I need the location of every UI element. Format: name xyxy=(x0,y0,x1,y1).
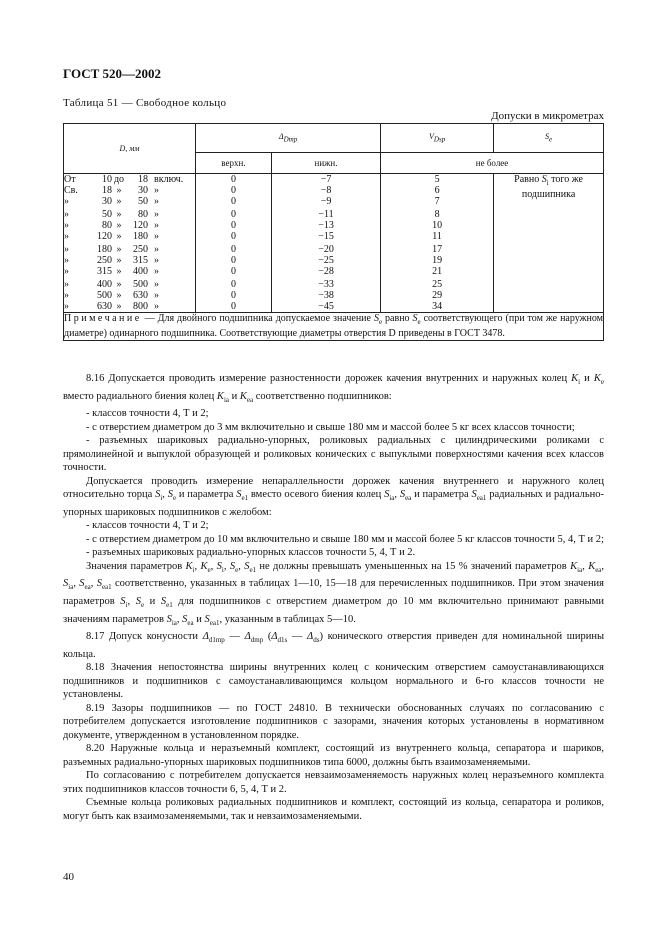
range-part: включ. xyxy=(154,174,184,185)
range-part: » xyxy=(154,231,159,242)
range-part: до xyxy=(113,174,125,185)
v-values xyxy=(381,174,494,313)
range-part: 400 xyxy=(97,279,112,290)
range-part: Св. xyxy=(64,185,78,196)
v-value: 8 xyxy=(434,209,440,220)
range-part: 500 xyxy=(133,279,148,290)
body-paragraph: - разъемных шариковых радиально-упорных, роликовых радиальных с цилиндрическими роликами с прямолинейной и выпуклой образующей и роликовых конических с выпуклыми поверхностями качения всех классов точности. xyxy=(63,435,604,474)
col-header-s: $S_e$ xyxy=(494,124,604,153)
body-paragraph: Допускается проводить измерение непараллельности дорожек качения внутреннего и наружного колец относительно торца $S_i$, $S_e$ и параметра $S_{e1}$ вместо осевого биения колец $S_{ia}$, $S_{ea}$ и параметра $S_{ea1}$ радиальных и радиально-упорных шариковых подшипников с желобом: xyxy=(63,475,605,518)
upper-value: 0 xyxy=(230,255,236,266)
diameter-range-row xyxy=(64,301,195,312)
subheader-max: не более xyxy=(381,153,604,174)
v-value: 25 xyxy=(432,279,443,290)
lower-value: −13 xyxy=(318,220,334,231)
range-part: 250 xyxy=(133,244,148,255)
subheader-lower: нижн. xyxy=(271,153,380,174)
upper-value: 0 xyxy=(230,279,236,290)
diameter-range-row xyxy=(64,266,195,277)
col-header-delta: $\Delta_{Dmp}$ xyxy=(195,124,380,153)
range-part: » xyxy=(64,290,69,301)
range-part: 800 xyxy=(133,301,148,312)
lower-value: −11 xyxy=(318,209,334,220)
col-header-v: $V_{Dsp}$ xyxy=(381,124,494,153)
range-part: 630 xyxy=(133,290,148,301)
range-part: » xyxy=(154,209,159,220)
range-part: » xyxy=(116,255,122,266)
v-value: 6 xyxy=(434,185,440,196)
diameter-range-row xyxy=(64,220,195,231)
body-paragraph: - разъемных шариковых радиально-упорных классов точности 5, 4, Т и 2. xyxy=(86,547,416,559)
upper-value: 0 xyxy=(230,220,236,231)
lower-value: −20 xyxy=(318,244,334,255)
tolerance-table xyxy=(63,123,604,341)
col-header-d: D, мм xyxy=(64,124,196,174)
range-part: 315 xyxy=(133,255,148,266)
range-part: » xyxy=(116,290,122,301)
lower-value: −33 xyxy=(318,279,334,290)
range-part: 18 xyxy=(102,185,112,196)
subheader-upper: верхн. xyxy=(195,153,271,174)
diameter-range-row xyxy=(64,196,195,207)
table-note xyxy=(64,313,604,341)
range-part: » xyxy=(116,231,122,242)
s-value: Равно $S_i$ того же подшипника xyxy=(514,174,583,200)
lower-value: −8 xyxy=(320,185,332,196)
range-part: » xyxy=(154,196,159,207)
range-part: » xyxy=(64,301,69,312)
body-paragraph: - классов точности 4, Т и 2; xyxy=(86,520,209,532)
range-part: 315 xyxy=(97,266,112,277)
upper-value: 0 xyxy=(230,290,236,301)
range-part: 630 xyxy=(97,301,112,312)
body-paragraph: Съемные кольца роликовых радиальных подшипников и комплект, состоящий из кольца, сепаратора и роликов, могут быть как взаимозаменяемыми, так и невзаимозаменяемыми. xyxy=(63,797,604,822)
diameter-range-row xyxy=(64,174,195,185)
range-part: » xyxy=(64,196,69,207)
note-label: Примечание xyxy=(64,313,142,324)
range-part: » xyxy=(154,279,159,290)
upper-value: 0 xyxy=(230,209,236,220)
range-part: 18 xyxy=(138,174,148,185)
lower-value: −28 xyxy=(318,266,334,277)
range-part: » xyxy=(116,209,122,220)
range-part: 80 xyxy=(138,209,148,220)
range-part: 30 xyxy=(102,196,112,207)
range-part: От xyxy=(64,174,76,185)
diameter-range-row xyxy=(64,255,195,266)
range-part: » xyxy=(64,244,69,255)
body-text xyxy=(63,372,604,823)
range-part: 180 xyxy=(97,244,112,255)
range-part: 120 xyxy=(97,231,112,242)
lower-value: −45 xyxy=(318,301,334,312)
lower-values xyxy=(271,174,380,313)
v-value: 7 xyxy=(434,196,440,207)
range-part: » xyxy=(154,220,159,231)
range-part: » xyxy=(116,196,122,207)
v-value: 29 xyxy=(432,290,443,301)
range-part: » xyxy=(116,220,122,231)
range-part: » xyxy=(64,266,69,277)
range-part: » xyxy=(64,209,69,220)
body-paragraph: По согласованию с потребителем допускается невзаимозаменяемость наружных колец неразъемного комплекта этих подшипников классов точности 6, 5, 4, Т и 2. xyxy=(63,770,604,795)
body-paragraph: - с отверстием диаметром до 10 мм включительно и свыше 180 мм и массой более 5 кг классов точности 5, 4, Т и 2; xyxy=(86,533,604,545)
body-paragraph: 8.17 Допуск конусности $\Delta_{d1mp}$ — $\Delta_{dmp}$ ($\Delta_{d1s}$ — $\Delta_{ds}$) конического отверстия приведен для номинальной ширины кольца. xyxy=(63,631,605,660)
v-value: 34 xyxy=(432,301,443,312)
range-part: 10 xyxy=(102,174,112,185)
range-part: » xyxy=(154,290,159,301)
range-part: » xyxy=(154,185,159,196)
s-value-cell xyxy=(494,174,604,313)
diameter-range-row xyxy=(64,290,195,301)
lower-value: −9 xyxy=(320,196,332,207)
range-part: » xyxy=(116,266,122,277)
range-part: » xyxy=(154,255,159,266)
range-part: 50 xyxy=(138,196,148,207)
table-title: Таблица 51 — Свободное кольцо xyxy=(63,97,227,109)
v-value: 19 xyxy=(432,255,443,266)
upper-value: 0 xyxy=(230,231,236,242)
body-paragraph: 8.19 Зазоры подшипников — по ГОСТ 24810. В технически обоснованных случаях по согласованию с потребителем допускается изготовление подшипников с зазорами, значения которых установлены в нормативном документе, утвержденном в установленном порядке. xyxy=(63,702,604,741)
diameter-range-row xyxy=(64,279,195,290)
diameter-range-row xyxy=(64,244,195,255)
lower-value: −15 xyxy=(318,231,334,242)
upper-value: 0 xyxy=(230,244,236,255)
diameter-range-row xyxy=(64,185,195,196)
upper-value: 0 xyxy=(230,301,236,312)
range-part: » xyxy=(64,220,69,231)
range-part: 50 xyxy=(102,209,112,220)
range-part: 500 xyxy=(97,290,112,301)
upper-value: 0 xyxy=(230,185,236,196)
v-value: 11 xyxy=(432,231,442,242)
v-value: 5 xyxy=(434,174,440,185)
range-part: 30 xyxy=(138,185,148,196)
v-value: 17 xyxy=(432,244,443,255)
upper-values xyxy=(195,174,271,313)
lower-value: −25 xyxy=(318,255,334,266)
body-paragraph: Значения параметров $K_i$, $K_e$, $S_i$, $S_e$, $S_{e1}$ не должны превышать уменьшенных на 15 % значений параметров $K_{ia}$, $K_{ea}$, $S_{ia}$, $S_{ea}$, $S_{ea1}$ соответственно, указанных в таблицах 1—10, 15—18 для перечисленных подшипников. При этом значения параметров $S_i$, $S_e$ и $S_{e1}$ для подшипников с отверстием диаметром до 10 мм включительно принимают равными значениям параметров $S_{ia}$, $S_{ea}$ и $S_{ea1}$, указанным в таблицах 5—10. xyxy=(63,560,605,627)
range-part: » xyxy=(64,279,69,290)
v-value: 21 xyxy=(432,266,443,277)
upper-value: 0 xyxy=(230,196,236,207)
diameter-ranges xyxy=(64,174,196,313)
body-paragraph: 8.16 Допускается проводить измерение разностенности дорожек качения внутренних и наружных колец $K_i$ и $K_e$ вместо радиального биения колец $K_{ia}$ и $K_{ea}$ соответственно подшипников: xyxy=(63,373,604,404)
range-part: 120 xyxy=(133,220,148,231)
range-part: » xyxy=(116,301,122,312)
range-part: 80 xyxy=(102,220,112,231)
body-paragraph: - классов точности 4, Т и 2; xyxy=(86,408,209,420)
range-part: » xyxy=(154,301,159,312)
range-part: » xyxy=(64,231,69,242)
lower-value: −38 xyxy=(318,290,334,301)
body-paragraph: - с отверстием диаметром до 3 мм включительно и свыше 180 мм и массой более 5 кг всех классов точности; xyxy=(86,421,575,433)
v-value: 10 xyxy=(432,220,443,231)
range-part: » xyxy=(116,279,122,290)
upper-value: 0 xyxy=(230,174,236,185)
note-text: — Для двойного подшипника допускаемое значение $S_e$ равно $S_e$ соответствующего (при том же наружном диаметре) одинарного подшипника. Соответствующие диаметры отверстия D приведены в ГОСТ 3478. xyxy=(64,313,603,339)
units-note: Допуски в микрометрах xyxy=(491,110,604,122)
lower-value: −7 xyxy=(320,174,332,185)
body-paragraph: 8.18 Значения непостоянства ширины внутренних колец с коническим отверстием самоустанавливающихся подшипников и подшипников с самоустанавливающимся кольцом нормального и 6-го классов точности не установлены. xyxy=(63,662,604,701)
range-part: » xyxy=(116,244,122,255)
range-part: 400 xyxy=(133,266,148,277)
range-part: 250 xyxy=(97,255,112,266)
range-part: » xyxy=(154,266,159,277)
diameter-range-row xyxy=(64,231,195,242)
range-part: » xyxy=(116,185,122,196)
page-number: 40 xyxy=(63,871,74,883)
diameter-range-row xyxy=(64,209,195,220)
standard-header: ГОСТ 520—2002 xyxy=(63,66,162,81)
range-part: » xyxy=(154,244,159,255)
upper-value: 0 xyxy=(230,266,236,277)
range-part: 180 xyxy=(133,231,148,242)
range-part: » xyxy=(64,255,69,266)
body-paragraph: 8.20 Наружные кольца и неразъемный комплект, состоящий из внутреннего кольца, сепаратора и шариков, разъемных радиально-упорных шариковых подшипников типа 6000, должны быть взаимозаменяемыми. xyxy=(63,743,604,768)
